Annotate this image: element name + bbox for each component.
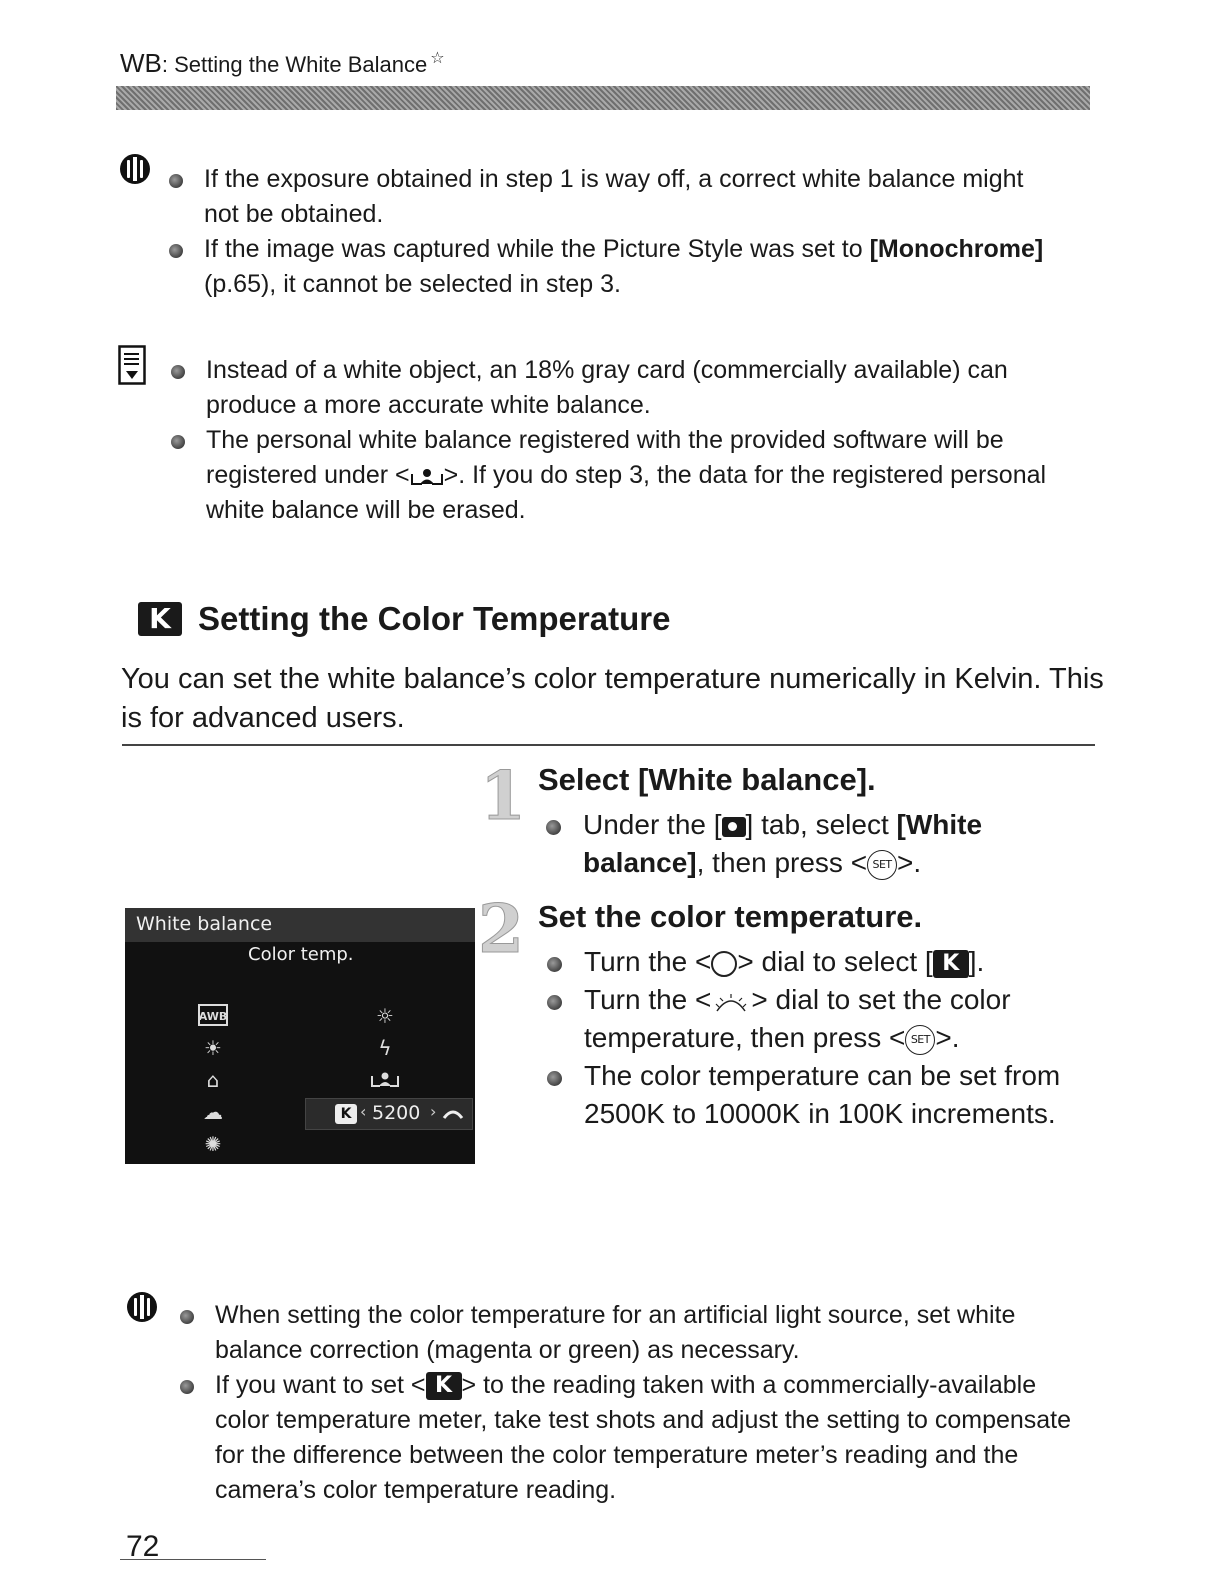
step-item: Turn the < > dial to select [ K ]. [584,943,1104,981]
tungsten-icon: ☼ [376,1004,394,1028]
kelvin-icon: K [426,1372,462,1400]
page-number-rule [120,1559,266,1560]
lcd-left-arrow: ‹ [360,1102,367,1121]
bullet-icon [171,435,185,449]
page-number: 72 [126,1530,160,1563]
memo-icon [118,345,146,385]
kelvin-icon: K [933,950,969,978]
note-list-1 [206,353,1076,528]
header-star: ☆ [430,50,445,67]
caution-item: If you want to set < K > to the reading taken with a commercially-available color temperature meter, take test shots and adjust the setting to compensate for the difference between the color temperature meter’s reading and the camera’s color temperature reading. [215,1368,1085,1508]
divider [122,744,1095,746]
lcd-right-arrow: › [430,1102,437,1121]
main-dial-icon [442,1106,464,1120]
section-intro: You can set the white balance’s color temperature numerically in Kelvin. This is for advanced users. [121,663,1104,734]
white-fluorescent-icon: ✺ [204,1132,222,1156]
step-2-title: Set the color temperature. [538,899,923,934]
header-title: : Setting the White Balance [161,52,428,77]
flash-icon: ϟ [378,1036,392,1060]
bullet-icon [169,244,183,258]
section-title: Setting the Color Temperature [198,600,671,637]
bullet-icon [171,365,185,379]
page-header [120,48,445,79]
custom-wb-lcd-icon [370,1070,400,1088]
shade-icon: ⌂ [206,1068,220,1092]
step-2-number: 2 [478,890,524,968]
bullet-icon [180,1310,194,1324]
svg-text:AWB: AWB [198,1010,228,1023]
lcd-title: White balance [136,913,273,935]
step-1-list [583,806,1103,882]
step-item: Under the [ ] tab, select [White balance], then press < SET >. [583,806,1103,882]
lcd-kelvin-icon: K [335,1104,357,1124]
section-heading [138,600,670,638]
lcd-temp-value: 5200 [372,1102,421,1124]
caution-list-2 [215,1298,1085,1508]
shooting-menu-tab-icon [722,817,746,837]
cloudy-icon: ☁ [203,1100,223,1124]
lcd-color-temp-selector [305,1098,473,1130]
caution-list-1 [204,162,1064,302]
auto-wb-icon [198,1004,228,1026]
caution-item: If the exposure obtained in step 1 is way off, a correct white balance might not be obtained. [204,162,1064,232]
caution-item: When setting the color temperature for an artificial light source, set white balance correction (magenta or green) as necessary. [215,1298,1085,1368]
quick-control-dial-icon [711,951,737,977]
step-item: The color temperature can be set from 2500K to 10000K in 100K increments. [584,1057,1104,1133]
step-1-number: 1 [480,757,526,835]
set-button-icon: SET [867,850,897,880]
bullet-icon [547,995,562,1010]
bullet-icon [547,957,562,972]
caution-icon [118,152,152,186]
set-button-icon: SET [905,1025,935,1055]
caution-icon [125,1290,159,1324]
bullet-icon [169,174,183,188]
bullet-icon [546,820,561,835]
step-2-list [584,943,1104,1133]
daylight-icon: ☀ [204,1036,222,1060]
note-item: Instead of a white object, an 18% gray card (commercially available) can produce a more accurate white balance. [206,353,1076,423]
bullet-icon [547,1071,562,1086]
step-1-title: Select [White balance]. [538,762,876,797]
bullet-icon [180,1380,194,1394]
caution-item: If the image was captured while the Picture Style was set to [Monochrome] (p.65), it cannot be selected in step 3. [204,232,1064,302]
lcd-screen [125,908,475,1164]
header-wb-code: WB [120,48,162,78]
step-item: Turn the < > dial to set the color temperature, then press < SET >. [584,981,1104,1057]
custom-wb-icon [410,466,444,486]
lcd-subtitle: Color temp. [248,944,354,965]
kelvin-icon: K [138,602,182,636]
header-band [116,86,1090,110]
main-dial-icon [711,989,751,1015]
note-item: The personal white balance registered with the provided software will be registered under < >. If you do step 3, the data for the registered personal white balance will be erased. [206,423,1076,528]
